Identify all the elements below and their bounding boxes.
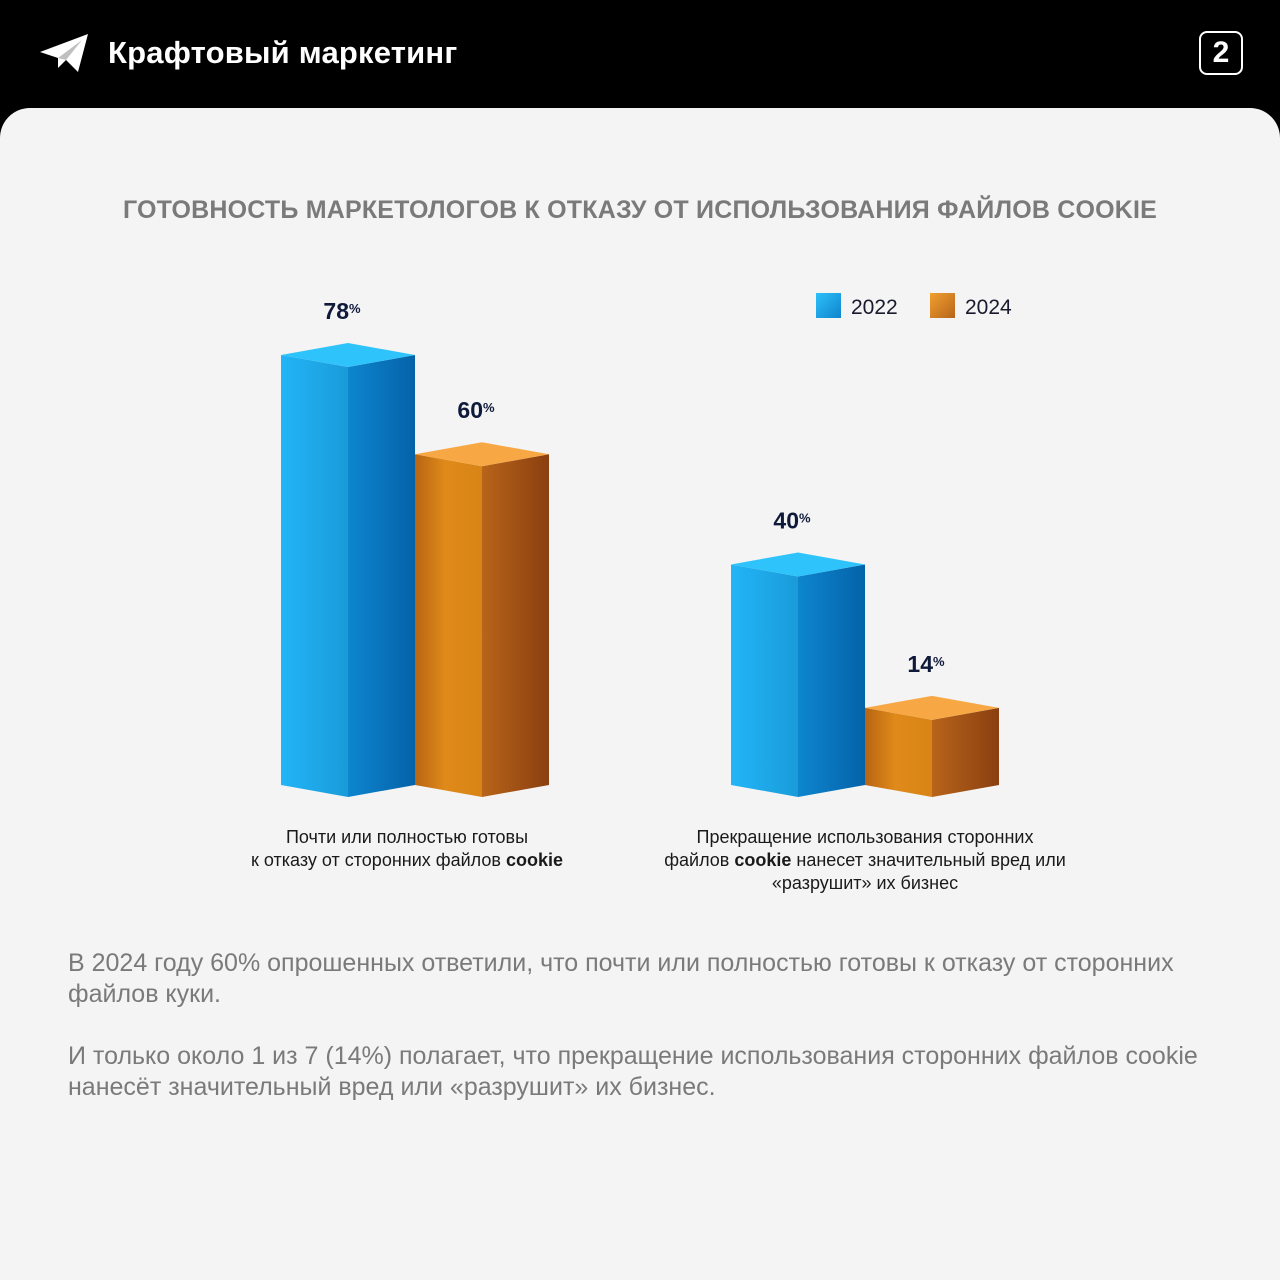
bar-face-right (482, 454, 549, 797)
legend-label-2022: 2022 (851, 296, 898, 319)
summary-paragraph-1: В 2024 году 60% опрошенных ответили, что почти или полностью готовы к отказу от сторонних файлов куки. (68, 949, 1174, 1008)
value-label-2022-cat-1: 78% (323, 298, 361, 324)
bar-2024-cat-1 (415, 442, 549, 797)
category-label-1: Почти или полностью готовы к отказу от сторонних файлов cookie (251, 827, 563, 870)
bar-2022-cat-1 (281, 343, 415, 797)
bar-face-left (865, 708, 932, 797)
category-label-2: Прекращение использования сторонних файлов cookie нанесет значительный вред или «разрушит» их бизнес (664, 827, 1066, 893)
bar-2022-cat-2 (731, 552, 865, 797)
value-label-2022-cat-2: 40% (773, 507, 811, 534)
legend-label-2024: 2024 (965, 296, 1012, 319)
bar-face-left (281, 355, 348, 797)
brand-name: Крафтовый маркетинг (108, 35, 458, 70)
value-label-2024-cat-2: 14% (907, 650, 945, 677)
summary-paragraph-2: И только около 1 из 7 (14%) полагает, что прекращение использования сторонних файлов cookie нанесёт значительный вред или «разрушит» их бизнес. (68, 1042, 1198, 1101)
page-number-badge: 2 (1199, 31, 1243, 75)
bar-face-right (932, 708, 999, 797)
legend-swatch-2022 (816, 293, 841, 318)
chart-legend (816, 293, 1012, 319)
bar-face-right (798, 564, 865, 797)
bar-face-left (731, 564, 798, 797)
bar-2024-cat-2 (865, 696, 999, 797)
value-label-2024-cat-1: 60% (457, 397, 495, 424)
legend-swatch-2024 (930, 293, 955, 318)
bar-face-left (415, 454, 482, 797)
chart-title: ГОТОВНОСТЬ МАРКЕТОЛОГОВ К ОТКАЗУ ОТ ИСПОЛЬЗОВАНИЯ ФАЙЛОВ COOKIE (122, 196, 1158, 224)
bar-face-right (348, 355, 415, 797)
